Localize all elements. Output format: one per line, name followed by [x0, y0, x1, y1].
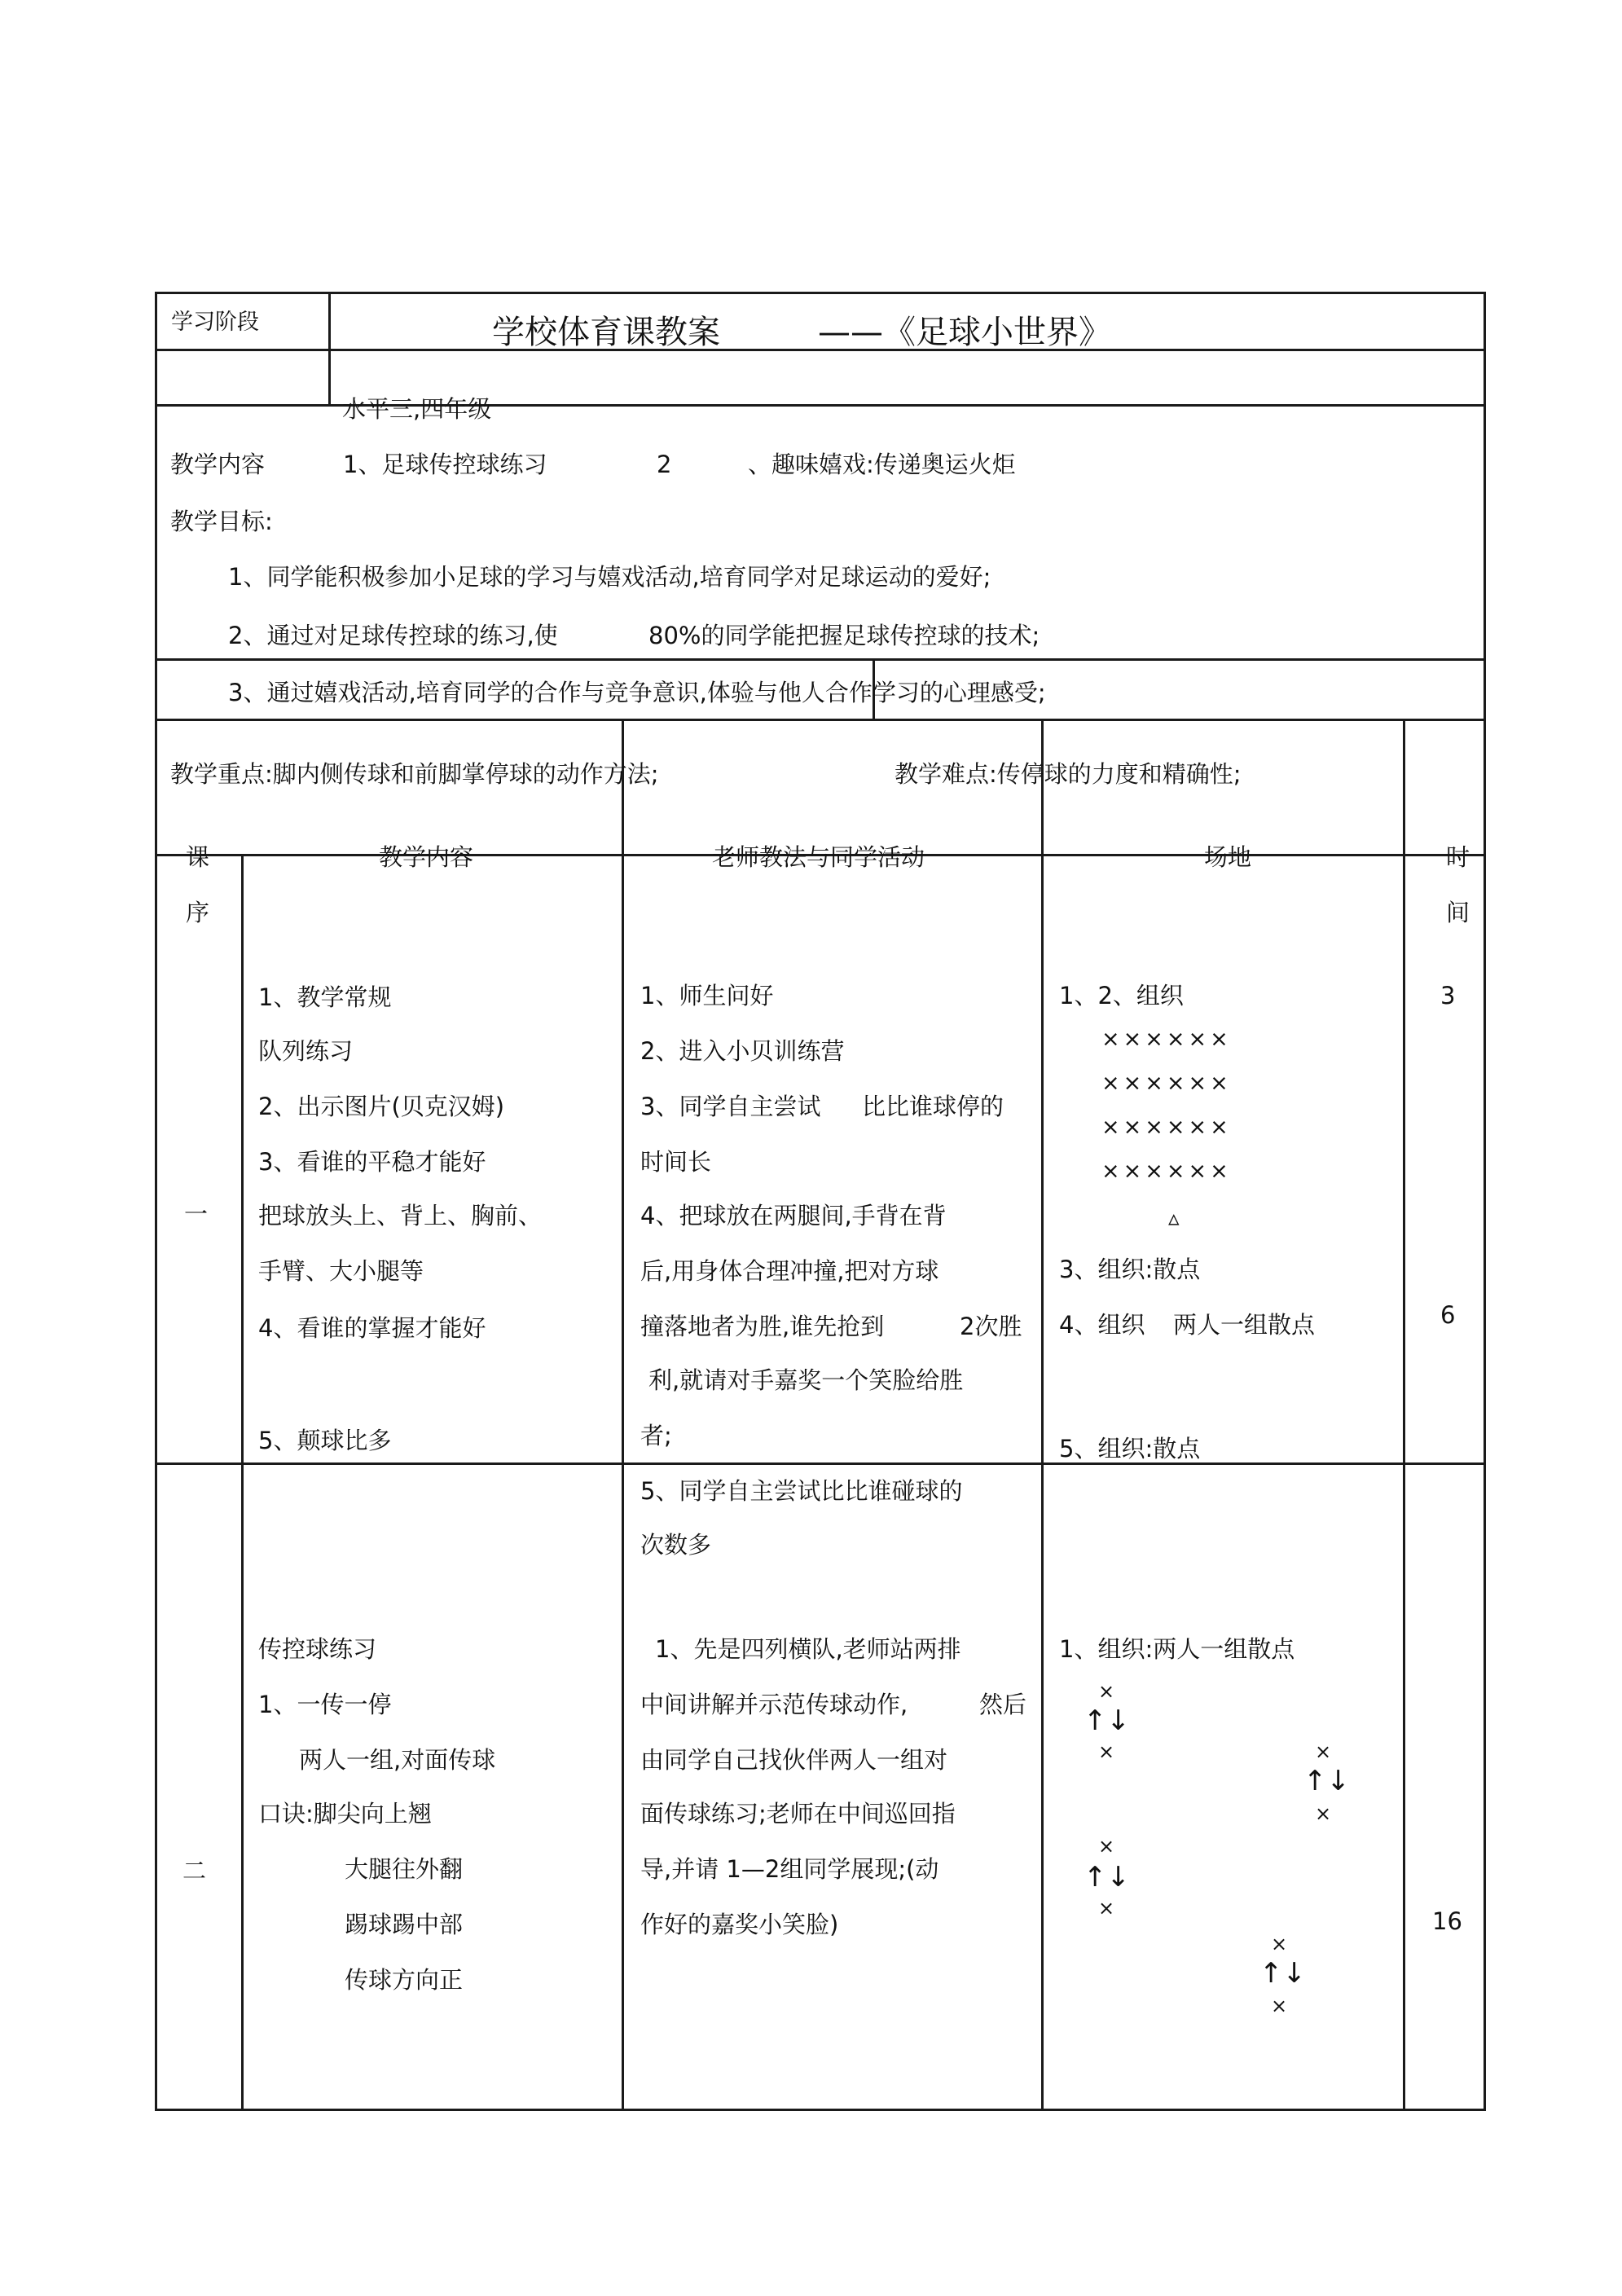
- section1-time-b: 6: [1440, 1301, 1456, 1329]
- stage-label: 学习阶段: [171, 310, 259, 335]
- formation-row: ××××××: [1101, 1071, 1232, 1096]
- teaching-goal-2b: 80%的同学能把握足球传控球的技术;: [648, 622, 1040, 649]
- grade-level: 水平三,四年级: [342, 395, 492, 423]
- table-left-border: [155, 292, 157, 2111]
- player-cross-icon: ×: [1315, 1802, 1332, 1825]
- player-cross-icon: ×: [1271, 1995, 1288, 2017]
- section1-method-line: 者;: [640, 1422, 672, 1449]
- section1-content-line: 3、看谁的平稳才能好: [258, 1148, 486, 1176]
- player-cross-icon: ×: [1271, 1933, 1288, 1955]
- header-stage-divider: [328, 292, 331, 404]
- pass-arrows-icon: ↑↓: [1259, 1957, 1306, 1990]
- pass-arrows-icon: ↑↓: [1084, 1704, 1130, 1737]
- col-divider-seq: [241, 854, 244, 2111]
- section2-content-line: 大腿往外翻: [345, 1855, 464, 1883]
- section1-content-line: 2、出示图片(贝克汉姆): [258, 1093, 505, 1120]
- section2-content-line: 1、一传一停: [258, 1691, 392, 1718]
- teaching-content-label: 教学内容: [170, 451, 266, 478]
- section2-method-line: 由同学自己找伙伴两人一组对: [640, 1746, 948, 1774]
- section2-method-line: 1、先是四列横队,老师站两排: [655, 1635, 961, 1663]
- section1-method-line: 比比谁球停的: [862, 1093, 1004, 1120]
- teaching-content-2: 、趣味嬉戏:传递奥运火炬: [748, 451, 1016, 478]
- section1-content-line: 4、看谁的掌握才能好: [258, 1314, 486, 1342]
- section1-seq: 一: [184, 1200, 209, 1228]
- section2-method-line: 导,并请 1—2组同学展现;(动: [640, 1855, 939, 1883]
- col-header-field: 场地: [1204, 843, 1252, 871]
- section1-method-line: 后,用身体合理冲撞,把对方球: [640, 1257, 939, 1285]
- table-bottom-border: [155, 2109, 1486, 2111]
- player-cross-icon: ×: [1315, 1740, 1332, 1763]
- section2-content-line: 踢球踢中部: [345, 1911, 464, 1938]
- section1-method-line: 2次胜: [960, 1313, 1022, 1340]
- page-title: 学校体育课教案: [492, 314, 720, 351]
- section1-method-line: 次数多: [640, 1531, 712, 1559]
- col-header-time-1: 时: [1446, 843, 1470, 871]
- pass-arrows-icon: ↑↓: [1084, 1861, 1130, 1894]
- pass-arrows-icon: ↑↓: [1303, 1765, 1350, 1797]
- section1-method-line: 2、进入小贝训练营: [640, 1037, 845, 1065]
- section1-field-line: 5、组织:散点: [1059, 1435, 1201, 1462]
- col-divider-content: [622, 719, 624, 2111]
- section1-method-line: 4、把球放在两腿间,手背在背: [640, 1202, 947, 1229]
- section2-content-line: 两人一组,对面传球: [299, 1746, 496, 1774]
- goals-bottom-divider: [155, 719, 1486, 721]
- section2-method-line: 作好的嘉奖小笑脸): [640, 1911, 839, 1938]
- section1-method-line: 3、同学自主尝试: [640, 1093, 821, 1120]
- section1-content-line: 1、教学常规: [258, 983, 392, 1011]
- section1-field-line: 4、组织: [1059, 1311, 1145, 1339]
- col-divider-field: [1403, 719, 1405, 2111]
- section1-time-a: 3: [1440, 982, 1456, 1009]
- section1-method-line: 撞落地者为胜,谁先抢到: [640, 1313, 885, 1340]
- section2-field-title: 1、组织:两人一组散点: [1059, 1635, 1295, 1663]
- player-cross-icon: ×: [1098, 1740, 1115, 1763]
- section-divider: [155, 1462, 1486, 1465]
- key-point: 教学重点:脚内侧传球和前脚掌停球的动作方法;: [170, 760, 659, 788]
- teaching-content-1: 1、足球传控球练习: [343, 451, 547, 478]
- section2-content-line: 传球方向正: [345, 1966, 464, 1994]
- section2-time: 16: [1432, 1907, 1462, 1935]
- section2-content-line: 传控球练习: [258, 1635, 377, 1663]
- section1-content-line: 5、颠球比多: [258, 1427, 392, 1454]
- formation-row: ××××××: [1101, 1027, 1232, 1052]
- section1-content-line: 把球放头上、背上、胸前、: [258, 1202, 543, 1229]
- col-header-seq-1: 课: [186, 843, 210, 871]
- section2-content-line: 口诀:脚尖向上翘: [258, 1800, 432, 1828]
- player-cross-icon: ×: [1098, 1897, 1115, 1920]
- col-header-content: 教学内容: [379, 843, 474, 871]
- section1-method-line: 利,就请对手嘉奖一个笑脸给胜: [648, 1366, 964, 1394]
- section1-field-line: 3、组织:散点: [1059, 1256, 1201, 1283]
- formation-row: ××××××: [1101, 1115, 1232, 1140]
- teaching-goal-1: 1、同学能积极参加小足球的学习与嬉戏活动,培育同学对足球运动的爱好;: [228, 563, 991, 591]
- player-cross-icon: ×: [1098, 1835, 1115, 1858]
- col-header-method: 老师教法与同学活动: [712, 843, 925, 871]
- section1-method-line: 5、同学自主尝试比比谁碰球的: [640, 1477, 963, 1505]
- section1-method-line: 1、师生问好: [640, 982, 774, 1009]
- teaching-goal-3: 3、通过嬉戏活动,培育同学的合作与竞争意识,体验与他人合作学习的心理感受;: [228, 679, 1046, 706]
- difficulty-point: 教学难点:传停球的力度和精确性;: [895, 760, 1242, 788]
- col-divider-method: [1041, 719, 1044, 2111]
- section2-seq: 二: [182, 1857, 207, 1885]
- goals-divider: [155, 658, 1486, 661]
- section2-method-line: 中间讲解并示范传球动作,: [640, 1691, 908, 1718]
- section1-content-line: 队列练习: [258, 1037, 354, 1065]
- formation-row: ××××××: [1101, 1159, 1232, 1184]
- teaching-content-2-num: 2: [657, 451, 672, 478]
- teaching-goals-label: 教学目标:: [170, 508, 273, 535]
- section2-method-line: 面传球练习;老师在中间巡回指: [640, 1800, 956, 1828]
- section1-field-line: 1、2、组织: [1059, 982, 1184, 1009]
- col-header-seq-2: 序: [186, 899, 210, 926]
- player-cross-icon: ×: [1098, 1680, 1115, 1703]
- section2-method-line: 然后: [979, 1691, 1027, 1718]
- table-top-border: [155, 292, 1486, 294]
- table-right-border: [1484, 292, 1486, 2111]
- section1-field-line: 两人一组散点: [1173, 1311, 1316, 1339]
- col-header-time-2: 间: [1446, 899, 1470, 926]
- section1-content-line: 手臂、大小腿等: [258, 1257, 424, 1285]
- teacher-marker-icon: ▵: [1168, 1206, 1180, 1231]
- section1-method-line: 时间长: [640, 1148, 712, 1176]
- page-title-dash: ——《足球小世界》: [818, 314, 1111, 351]
- teaching-goal-2a: 2、通过对足球传控球的练习,使: [228, 622, 558, 649]
